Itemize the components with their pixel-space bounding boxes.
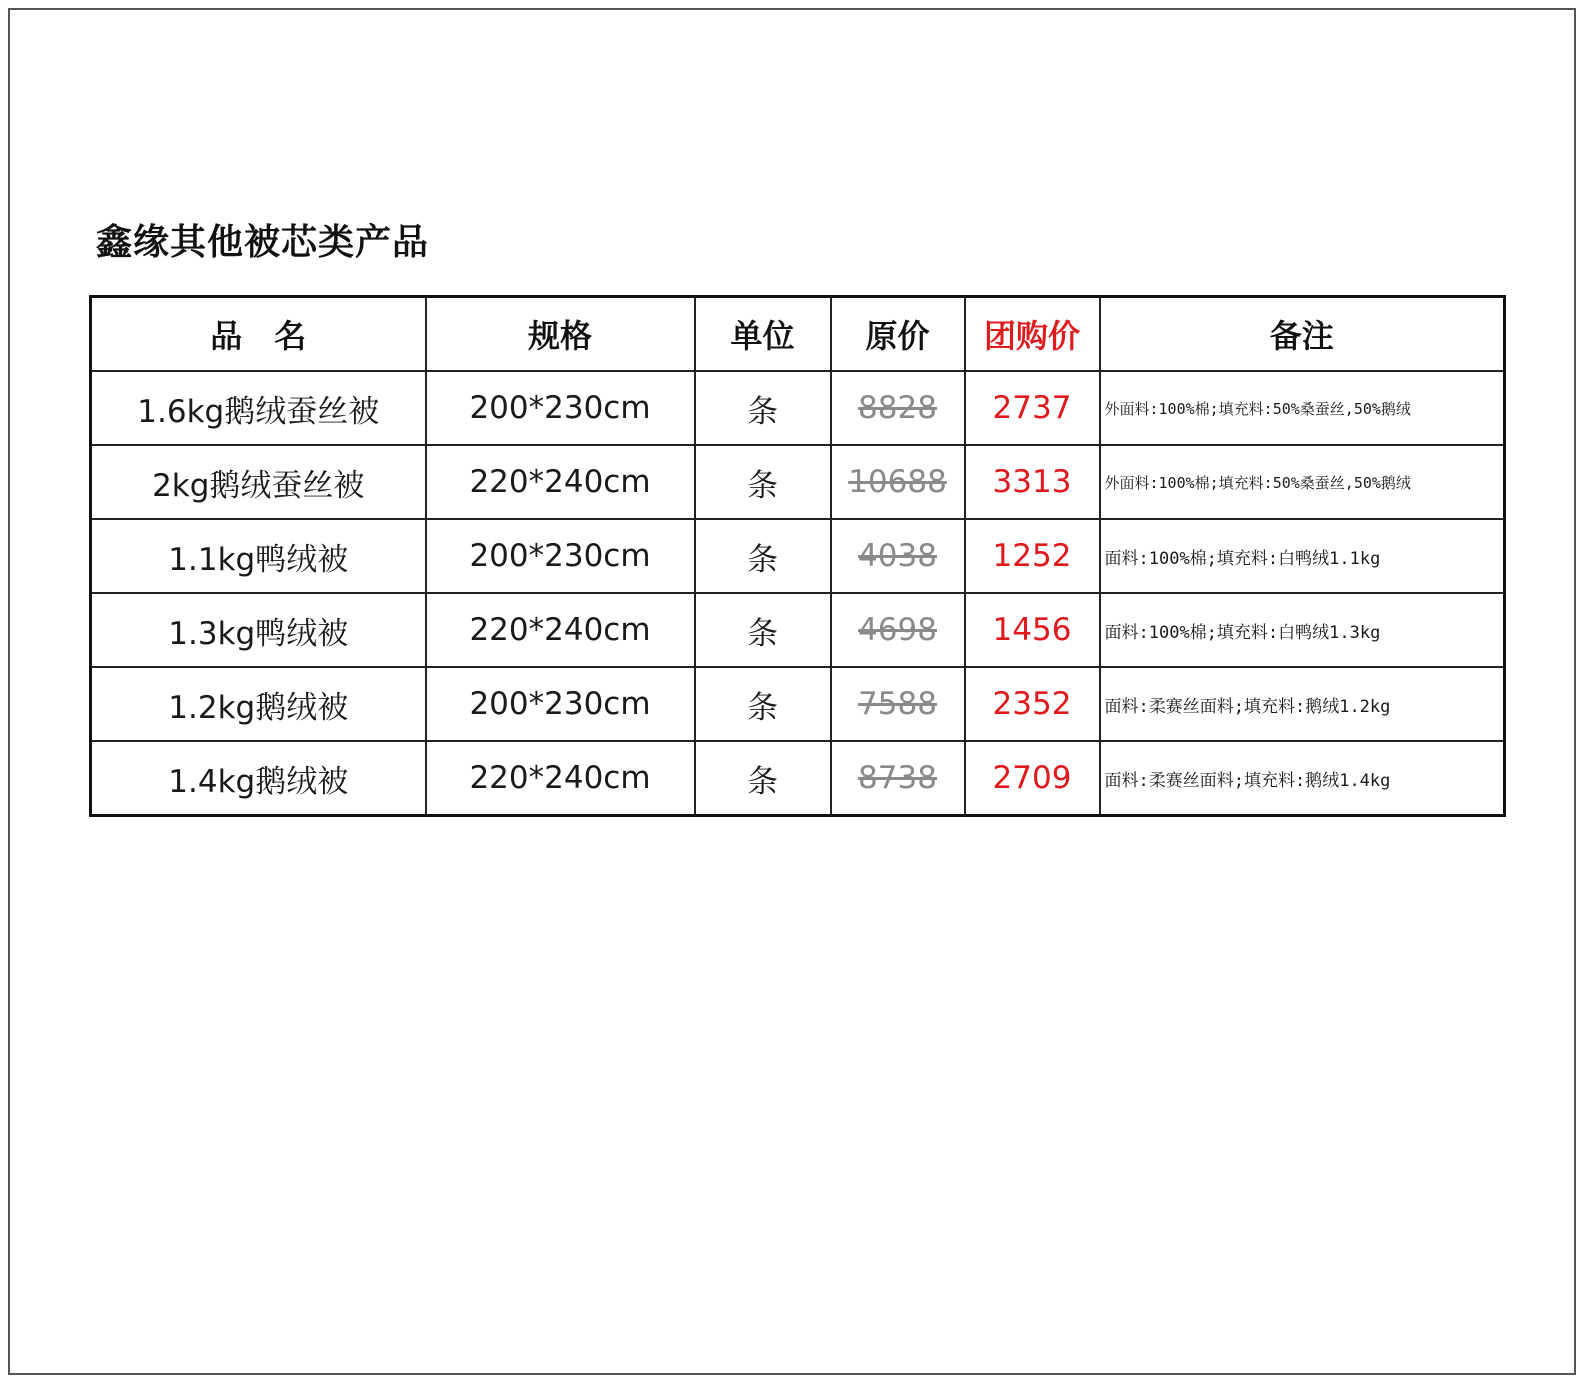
- cell-group-price: 2737: [965, 371, 1100, 445]
- table-row: [91, 741, 1505, 816]
- cell-unit: 条: [695, 741, 831, 816]
- header-name: [91, 297, 426, 372]
- header-unit: 单位: [695, 297, 831, 372]
- cell-note: 面料:100%棉;填充料:白鸭绒1.1kg: [1100, 519, 1505, 593]
- cell-group-price: 2352: [965, 667, 1100, 741]
- cell-note: 外面料:100%棉;填充料:50%桑蚕丝,50%鹅绒: [1100, 371, 1505, 445]
- cell-group-price: 1456: [965, 593, 1100, 667]
- cell-orig-price: 4698: [831, 593, 965, 667]
- cell-note: 面料:柔赛丝面料;填充料:鹅绒1.4kg: [1100, 741, 1505, 816]
- cell-orig-price: 8828: [831, 371, 965, 445]
- cell-name: 1.6kg鹅绒蚕丝被: [91, 371, 426, 445]
- table-row: [91, 445, 1505, 519]
- cell-unit: 条: [695, 519, 831, 593]
- header-name-label: 品 名: [210, 317, 307, 355]
- page-title: 鑫缘其他被芯类产品: [96, 222, 430, 263]
- cell-note: 面料:柔赛丝面料;填充料:鹅绒1.2kg: [1100, 667, 1505, 741]
- cell-spec: 200*230cm: [426, 371, 695, 445]
- cell-unit: 条: [695, 667, 831, 741]
- product-price-table: [89, 295, 1506, 817]
- table-row: [91, 371, 1505, 445]
- cell-note: 面料:100%棉;填充料:白鸭绒1.3kg: [1100, 593, 1505, 667]
- table-row: [91, 593, 1505, 667]
- cell-unit: 条: [695, 593, 831, 667]
- cell-name: 1.3kg鸭绒被: [91, 593, 426, 667]
- cell-name: 1.4kg鹅绒被: [91, 741, 426, 816]
- cell-note: 外面料:100%棉;填充料:50%桑蚕丝,50%鹅绒: [1100, 445, 1505, 519]
- header-orig-price: 原价: [831, 297, 965, 372]
- cell-name: 1.1kg鸭绒被: [91, 519, 426, 593]
- cell-name: 1.2kg鹅绒被: [91, 667, 426, 741]
- cell-group-price: 3313: [965, 445, 1100, 519]
- cell-spec: 220*240cm: [426, 593, 695, 667]
- table-row: [91, 667, 1505, 741]
- header-note: 备注: [1100, 297, 1505, 372]
- table-row: [91, 519, 1505, 593]
- cell-spec: 220*240cm: [426, 741, 695, 816]
- cell-unit: 条: [695, 445, 831, 519]
- cell-group-price: 1252: [965, 519, 1100, 593]
- cell-orig-price: 8738: [831, 741, 965, 816]
- cell-spec: 200*230cm: [426, 667, 695, 741]
- header-group-price: 团购价: [965, 297, 1100, 372]
- cell-orig-price: 4038: [831, 519, 965, 593]
- cell-orig-price: 7588: [831, 667, 965, 741]
- table-header-row: [91, 297, 1505, 372]
- cell-name: 2kg鹅绒蚕丝被: [91, 445, 426, 519]
- header-spec: 规格: [426, 297, 695, 372]
- cell-group-price: 2709: [965, 741, 1100, 816]
- cell-spec: 220*240cm: [426, 445, 695, 519]
- cell-orig-price: 10688: [831, 445, 965, 519]
- cell-spec: 200*230cm: [426, 519, 695, 593]
- cell-unit: 条: [695, 371, 831, 445]
